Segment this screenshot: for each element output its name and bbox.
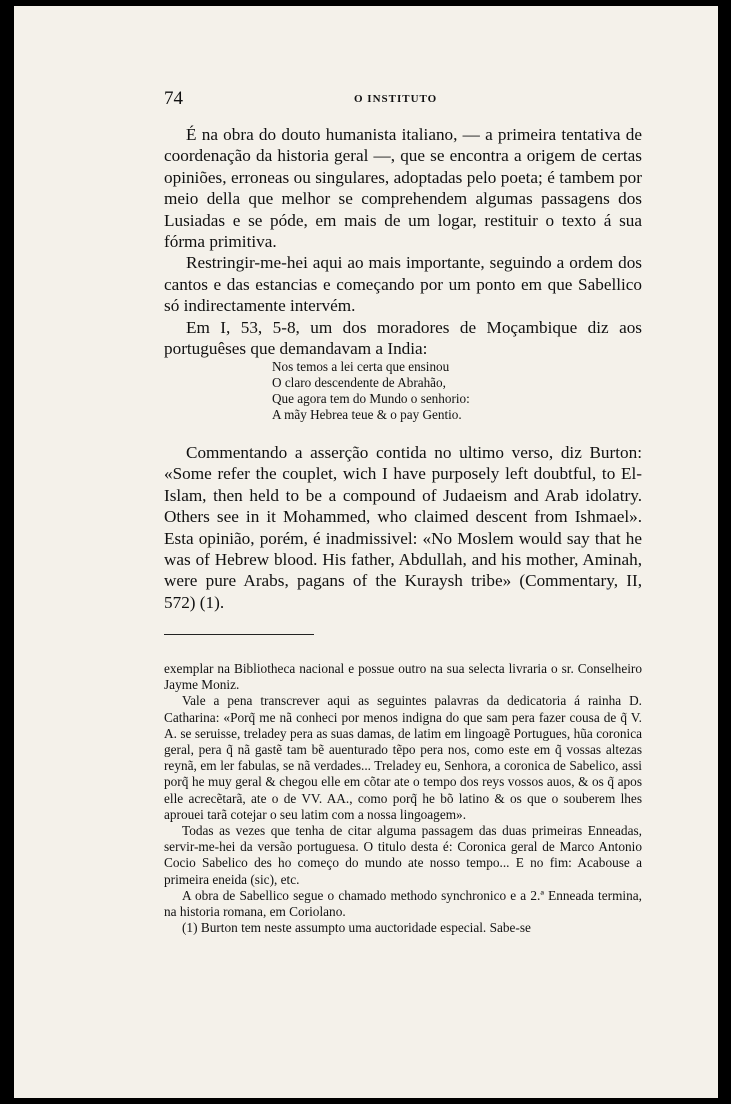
page-number: 74 [164,88,183,109]
running-title: O INSTITUTO [354,93,438,105]
footnote: Vale a pena transcrever aqui as seguintes palavras da dedicatoria á rainha D. Catharina: «Porq̃ me nã conheci por menos indigna do que sam pera fazer cousa de q̃ V. A. se seruisse, treladey pera as suas damas, de latim em lingoagẽ Portugues, hũa coronica geral, pera q̃ nã gastẽ tam bẽ auenturado tẽpo pera nos, como este em q̃ vossas altezas reynã, em ler fabulas, se nã verdades... Treladey eu, Senhora, a coronica de Sabelico, assi porq̃ he muy geral & chegou elle em cõtar ate o tempo dos reys vossos auos, & os q̃ apos elle acrecẽtarã, ate o de VV. AA., como porq̃ he bõ latino & os que o souberem lhes aprouei tarã cotejar o seu latim com a nossa lingoagem». [164,693,642,822]
footnote: exemplar na Bibliotheca nacional e possue outro na sua selecta livraria o sr. Conselheiro Jayme Moniz. [164,661,642,693]
footnote: A obra de Sabellico segue o chamado methodo synchronico e a 2.ª Enneada termina, na historia romana, em Coriolano. [164,887,642,920]
footnote-rule [164,634,314,635]
paragraph: É na obra do douto humanista italiano, — a primeira tentativa de coordenação da historia geral —, que se encontra a origem de certas opiniões, erroneas ou singulares, adoptadas pelo poeta; é tambem por meio della que melhor se comprehendem algumas passagens dos Lusiadas e se póde, em mais de um logar, restituir o texto á sua fórma primitiva. [164,125,642,252]
footnote: Todas as vezes que tenha de citar alguma passagem das duas primeiras Enneadas, servir-me-hei da versão portuguesa. O titulo desta é: Coronica geral de Marco Antonio Cocio Sabelico des ho começo do mundo ate nosso tempo... E no fim: Acabouse a primeira eneida (sic), etc. [164,823,642,887]
paragraph: Commentando a asserção contida no ultimo verso, diz Burton: «Some refer the couplet, wich I have purposely left doubtful, to El-Islam, then held to be a compound of Judaeism and Arab idolatry. Others see in it Mohammed, who claimed descent from Ishmael». Esta opinião, porém, é inadmissivel: «No Moslem would say that he was of Hebrew blood. His father, Abdullah, and his mother, Aminah, were pure Arabs, pagans of the Kuraysh tribe» (Commentary, II, 572) (1). [164,443,642,612]
footnotes [164,661,642,936]
main-text [164,124,642,359]
verse-line: Nos temos a lei certa que ensinou [272,359,450,374]
main-text-continued [164,442,642,613]
verse-line: Que agora tem do Mundo o senhorio: [272,391,470,406]
verse-line: A mãy Hebrea teue & o pay Gentio. [272,407,462,422]
verse-quote [272,359,572,423]
verse-line: O claro descendente de Abrahão, [272,375,446,390]
paragraph: Restringir-me-hei aqui ao mais importante, seguindo a ordem dos cantos e das estancias e começando por um ponto em que Sabellico só indirectamente intervém. [164,253,642,316]
paragraph: Em I, 53, 5-8, um dos moradores de Moçambique diz aos portuguêses que demandavam a India: [164,317,642,359]
page-header [14,88,718,110]
footnote: (1) Burton tem neste assumpto uma auctoridade especial. Sabe-se [182,920,531,936]
book-page [14,6,718,1098]
